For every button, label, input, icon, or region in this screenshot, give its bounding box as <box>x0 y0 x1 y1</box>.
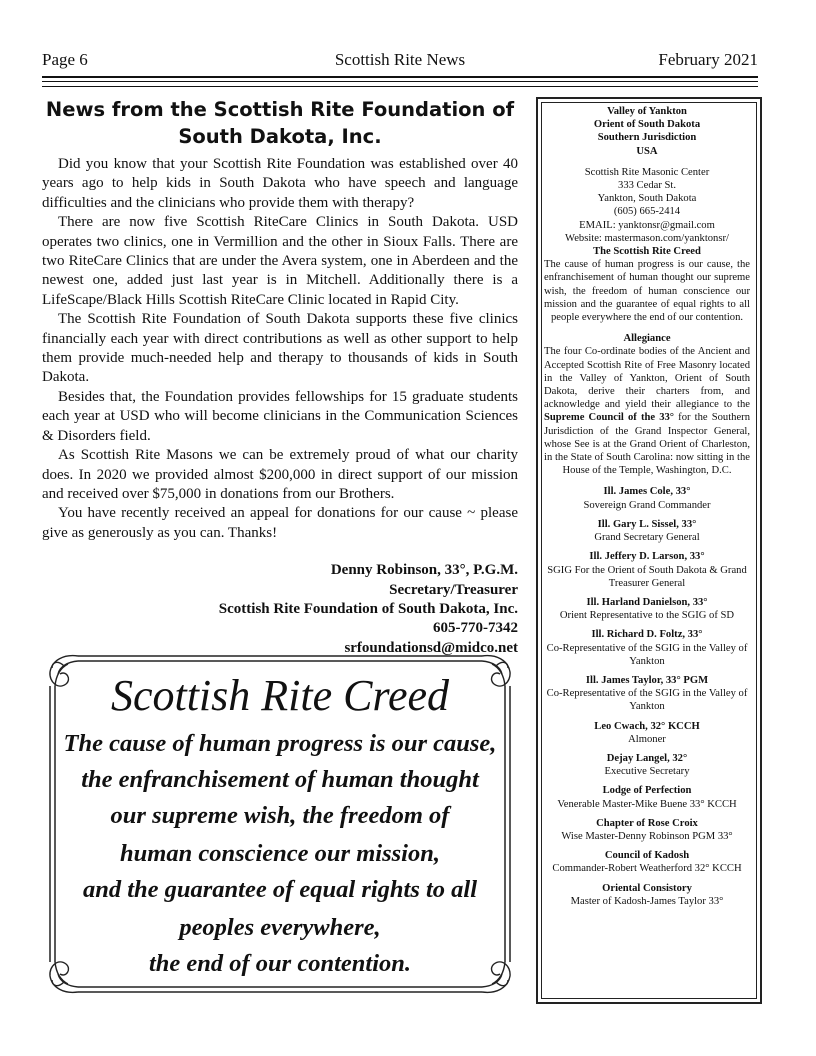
allegiance-text <box>544 345 750 477</box>
header-rule <box>42 86 758 87</box>
officer-name: Ill. James Cole, 33° <box>603 486 691 498</box>
creed-box <box>44 650 516 998</box>
article-title <box>42 96 518 150</box>
officer-title: Almoner <box>628 733 666 745</box>
article-signature <box>42 561 518 658</box>
valley-line: Southern Jurisdiction <box>597 132 697 144</box>
phone-number: (605) 665-2414 <box>613 206 681 218</box>
foundation-article <box>42 96 518 658</box>
header-rule <box>42 76 758 78</box>
creed-line: and the guarantee of equal rights to all <box>82 876 478 903</box>
creed-line: peoples everywhere, <box>179 914 381 941</box>
signature-email: srfoundationsd@midco.net <box>344 639 518 656</box>
sidebar-content <box>544 105 750 908</box>
officer-title: Sovereign Grand Commander <box>583 499 711 511</box>
body-leader: Venerable Master-Mike Buene 33° KCCH <box>557 798 737 810</box>
article-paragraph: The Scottish Rite Foundation of South Dakota supports these five clinics financially each year with direct contributions as well as other support to help them provide much-needed help and therapy to thousands of kids in South Dakota. <box>42 311 518 386</box>
valley-line: Orient of South Dakota <box>593 119 701 131</box>
officer-title: Co-Representative of the SGIG in the Valley of Yankton <box>546 642 748 667</box>
page-number: Page 6 <box>42 50 88 69</box>
officer-name: Leo Cwach, 32° KCCH <box>594 720 700 732</box>
creed-line: The cause of human progress is our cause, <box>63 730 497 757</box>
body-name: Council of Kadosh <box>604 850 690 862</box>
address-line: Yankton, South Dakota <box>597 193 697 205</box>
article-paragraph: Did you know that your Scottish Rite Foundation was established over 40 years ago to help kids in South Dakota who have speech and language difficulties and the clinicians who provide them with therapy? <box>42 156 518 211</box>
creed-title: Scottish Rite Creed <box>110 671 450 720</box>
article-paragraph: Besides that, the Foundation provides fellowships for 15 graduate students each year at USD who will become clinicians in the Communication Sciences & Disorders field. <box>42 388 518 444</box>
article-title-line: News from the Scottish Rite Foundation of <box>45 98 515 121</box>
allegiance-text-end: for the Southern Jurisdiction of the Grand Inspector General, whose See is at the Grand Orient of Charleston, in the State of South Carolina: now sitting in the House of the Temple, Washington, D.C. <box>544 412 750 477</box>
creed-text: The cause of human progress is our cause, the enfranchisement of human thought our supreme wish, the freedom of human conscience our mission and the guarantee of equal rights to all people everywhere the end of our contention. <box>544 259 750 324</box>
creed-line: human conscience our mission, <box>120 840 440 867</box>
officer-title: Grand Secretary General <box>594 532 700 544</box>
signature-organization: Scottish Rite Foundation of South Dakota, Inc. <box>218 600 518 617</box>
officer-name: Ill. Richard D. Foltz, 33° <box>591 629 703 641</box>
creed-line: the end of our contention. <box>148 950 412 977</box>
publication-name: Scottish Rite News <box>334 50 466 69</box>
signature-title: Secretary/Treasurer <box>389 581 518 598</box>
body-name: Chapter of Rose Croix <box>596 817 698 829</box>
supreme-council: Supreme Council of the 33° <box>544 412 675 424</box>
address-line: 333 Cedar St. <box>618 180 676 192</box>
valley-line: USA <box>636 145 658 157</box>
body-leader: Commander-Robert Weatherford 32° KCCH <box>552 863 742 875</box>
body-name: Oriental Consistory <box>602 882 692 894</box>
allegiance-text-start: The four Co-ordinate bodies of the Ancient and Accepted Scottish Rite of Free Masonry located in the Valley of Yankton, Orient of South Dakota, derive their charters from, and acknowledge and yield their allegiance to the <box>544 346 750 411</box>
officer-title: Orient Representative to the SGIG of SD <box>559 610 735 622</box>
signature-phone: 605-770-7342 <box>433 620 518 637</box>
page-header <box>42 50 758 72</box>
body-name: Lodge of Perfection <box>602 785 692 797</box>
valley-line: Valley of Yankton <box>607 106 687 117</box>
article-paragraph: There are now five Scottish RiteCare Clinics in South Dakota. USD operates two clinics, one in Vermillion and the other in Sioux Falls. There are two RiteCare Clinics that are under the Avera system, one in Aberdeen and the newest one, added just last year is in Mitchell. Additionally there is a LifeScape/Black Hills Scottish RiteCare Clinic located in Rapid City. <box>42 214 518 308</box>
article-paragraph: As Scottish Rite Masons we can be extremely proud of what our charity does. In 2020 we provided almost $200,000 in direct support of our mission and received over $75,000 in donations from our Brothers. <box>42 447 518 502</box>
website-address: Website: mastermason.com/yanktonsr/ <box>565 232 729 244</box>
officer-title: SGIG For the Orient of South Dakota & Grand Treasurer General <box>547 564 747 589</box>
officer-name: Dejay Langel, 32° <box>606 752 688 764</box>
officer-name: Ill. James Taylor, 33° PGM <box>585 674 709 686</box>
article-title-line: South Dakota, Inc. <box>178 125 382 148</box>
officer-title: Executive Secretary <box>604 766 690 778</box>
article-paragraph: You have recently received an appeal for donations for our cause ~ please give as generously as you can. Thanks! <box>42 505 518 541</box>
header-rule <box>42 81 758 82</box>
officer-title: Co-Representative of the SGIG in the Valley of Yankton <box>546 688 748 713</box>
creed-heading: The Scottish Rite Creed <box>593 246 701 258</box>
creed-line: the enfranchisement of human thought <box>81 766 479 793</box>
email-address: EMAIL: yanktonsr@gmail.com <box>579 219 715 231</box>
issue-date: February 2021 <box>658 50 758 69</box>
address-line: Scottish Rite Masonic Center <box>584 166 710 178</box>
body-leader: Wise Master-Denny Robinson PGM 33° <box>561 830 733 842</box>
body-leader: Master of Kadosh-James Taylor 33° <box>570 895 724 907</box>
officer-name: Ill. Jeffery D. Larson, 33° <box>589 551 705 563</box>
officer-name: Ill. Harland Danielson, 33° <box>586 596 708 608</box>
creed-line: our supreme wish, the freedom of <box>110 802 450 829</box>
allegiance-heading: Allegiance <box>623 333 671 345</box>
signature-name: Denny Robinson, 33°, P.G.M. <box>330 562 518 579</box>
officer-name: Ill. Gary L. Sissel, 33° <box>597 518 697 530</box>
masthead-sidebar <box>536 97 762 1004</box>
